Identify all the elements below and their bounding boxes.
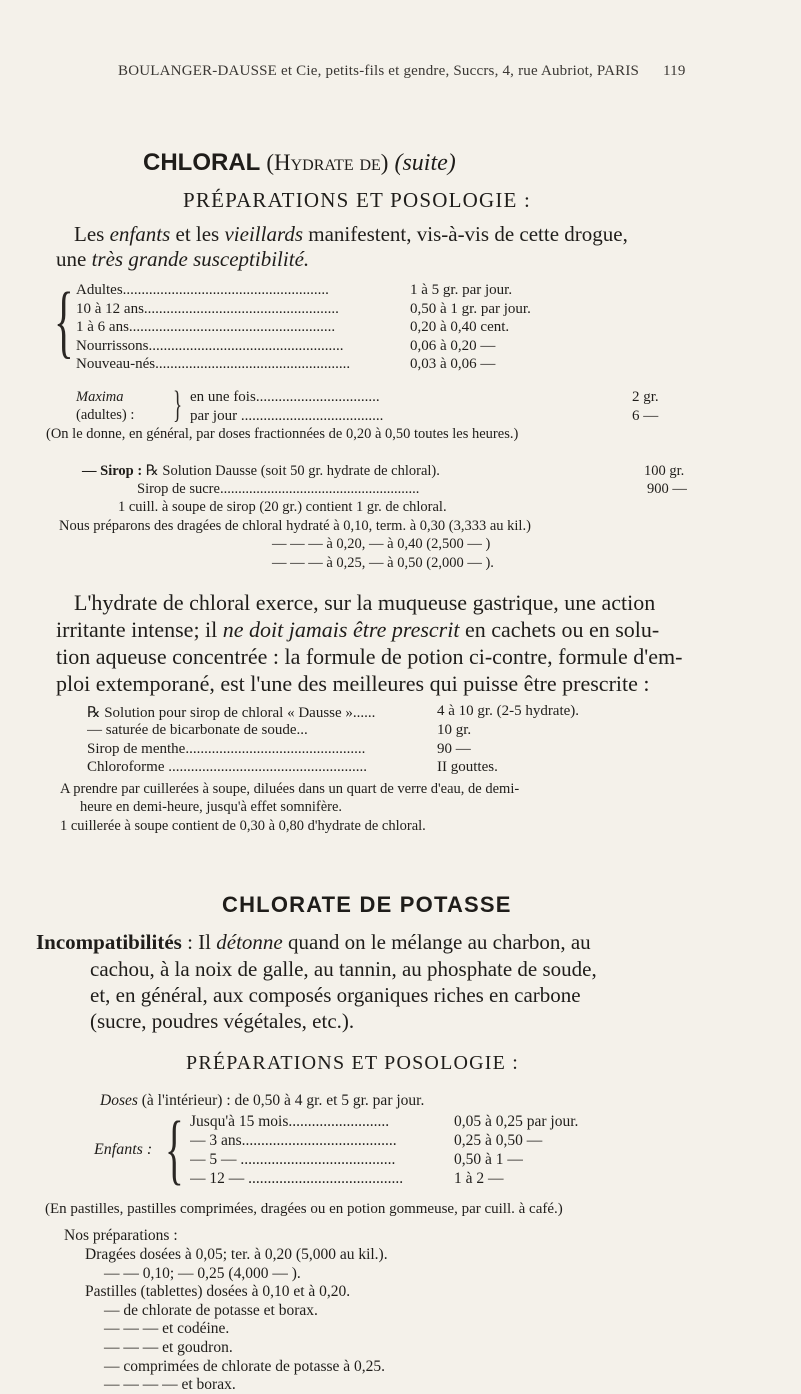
para-line2: irritante intense; il ne doit jamais être prescrit en cachets ou en solu-: [56, 617, 660, 642]
sirop-line2-value: 900 —: [647, 481, 687, 497]
chloral-section-heading: PRÉPARATIONS ET POSOLOGIE :: [183, 188, 532, 212]
chlorate-section-heading: PRÉPARATIONS ET POSOLOGIE :: [186, 1052, 520, 1074]
prep-line: Dragées dosées à 0,05; ter. à 0,20 (5,000 au kil.).: [85, 1246, 388, 1263]
dosage-row-value: 0,50 à 1 gr. par jour.: [410, 300, 531, 317]
formula-note3: 1 cuillerée à soupe contient de 0,30 à 0,80 d'hydrate de chloral.: [60, 818, 426, 834]
prep-line: — — — et codéine.: [104, 1320, 230, 1338]
enfants-brace: {: [165, 1105, 184, 1192]
chloral-title-main: CHLORAL: [143, 149, 261, 176]
incompat-line3: et, en général, aux composés organiques riches en carbone: [90, 983, 581, 1007]
formula-row-label: Sirop de menthe................................................: [87, 740, 366, 757]
prep-line: — comprimées de chlorate de potasse à 0,25.: [104, 1357, 386, 1375]
chloral-title: [143, 149, 456, 177]
enfants-row-value: 1 à 2 —: [454, 1170, 504, 1187]
maxima-row-label: en une fois.................................: [190, 389, 380, 405]
prep-line: — — — — et borax.: [104, 1376, 236, 1394]
pastilles-note: (En pastilles, pastilles comprimées, dragées ou en potion gommeuse, par cuill. à café.): [45, 1201, 563, 1217]
maxima-row-value: 2 gr.: [632, 389, 659, 405]
chloral-intro-line1: Les enfants et les vieillards manifestent, vis-à-vis de cette drogue,: [74, 222, 628, 246]
chloral-title-rest: (Hydrate de): [266, 150, 389, 175]
dosage-brace: {: [54, 275, 74, 366]
formula-row-value: 10 gr.: [437, 721, 472, 738]
enfants-row-label: — 5 — ........................................: [190, 1151, 396, 1168]
formula-row-label: ℞ Solution pour sirop de chloral « Dausse »......: [87, 705, 376, 721]
incompat-line1: Incompatibilités : Il détonne quand on le mélange au charbon, au: [36, 930, 591, 954]
sirop-line3: 1 cuill. à soupe de sirop (20 gr.) contient 1 gr. de chloral.: [118, 499, 447, 515]
enfants-row-label: — 3 ans........................................: [190, 1132, 397, 1149]
formula-row-value: II gouttes.: [437, 759, 498, 776]
maxima-sub: (adultes) :: [76, 407, 135, 423]
chloral-title-suite: (suite): [394, 150, 456, 176]
chloral-intro-line2: une très grande susceptibilité.: [56, 247, 310, 271]
chloral-note: (On le donne, en général, par doses fractionnées de 0,20 à 0,50 toutes les heures.): [46, 426, 519, 442]
prep-line: — — — et goudron.: [104, 1339, 233, 1356]
maxima-brace: }: [173, 384, 183, 426]
prep-line: — — 0,10; — 0,25 (4,000 — ).: [104, 1264, 301, 1282]
dosage-row-label: Adultes.......................................................: [76, 282, 329, 298]
dosage-row-value: 0,03 à 0,06 —: [410, 356, 496, 373]
formula-note2: heure en demi-heure, jusqu'à effet somnifère.: [80, 799, 343, 815]
enfants-row-label: Jusqu'à 15 mois..........................: [190, 1113, 390, 1130]
page-number: 119: [663, 63, 686, 79]
prep-line: Pastilles (tablettes) dosées à 0,10 et à 0,20.: [85, 1283, 351, 1301]
dragees-line3: — — — à 0,25, — à 0,50 (2,000 — ).: [272, 555, 494, 571]
sirop-line1: — Sirop : ℞ Solution Dausse (soit 50 gr. hydrate de chloral).: [82, 463, 440, 479]
running-head: BOULANGER-DAUSSE et Cie, petits-fils et gendre, Succrs, 4, rue Aubriot, PARIS: [118, 63, 640, 79]
incompat-line4: (sucre, poudres végétales, etc.).: [90, 1009, 355, 1033]
enfants-row-label: — 12 — ........................................: [190, 1170, 404, 1187]
formula-row-value: 4 à 10 gr. (2-5 hydrate).: [437, 703, 580, 719]
sirop-line1-value: 100 gr.: [644, 463, 685, 479]
chlorate-title: CHLORATE DE POTASSE: [222, 892, 512, 917]
dosage-row-value: 0,06 à 0,20 —: [410, 337, 496, 354]
dosage-row-value: 1 à 5 gr. par jour.: [410, 282, 513, 298]
para-line3: tion aqueuse concentrée : la formule de potion ci-contre, formule d'em-: [56, 644, 683, 669]
dosage-row-label: Nouveau-nés....................................................: [76, 356, 351, 373]
enfants-row-value: 0,50 à 1 —: [454, 1151, 523, 1168]
para-line1: L'hydrate de chloral exerce, sur la muqueuse gastrique, une action: [74, 590, 656, 615]
enfants-row-value: 0,05 à 0,25 par jour.: [454, 1113, 579, 1130]
dosage-row-value: 0,20 à 0,40 cent.: [410, 319, 510, 336]
doses-line: Doses (à l'intérieur) : de 0,50 à 4 gr. et 5 gr. par jour.: [100, 1092, 425, 1109]
formula-row-label: Chloroforme .....................................................: [87, 759, 367, 776]
maxima-label: Maxima: [76, 389, 124, 405]
nos-preparations: Nos préparations :: [64, 1227, 178, 1244]
maxima-row-label: par jour ......................................: [190, 407, 384, 424]
incompat-line2: cachou, à la noix de galle, au tannin, au phosphate de soude,: [90, 957, 597, 981]
formula-row-value: 90 —: [437, 740, 471, 757]
sirop-line2: Sirop de sucre.......................................................: [137, 481, 420, 497]
enfants-label: Enfants :: [94, 1141, 153, 1158]
dosage-row-label: 10 à 12 ans....................................................: [76, 300, 339, 317]
dosage-row-label: Nourrissons....................................................: [76, 337, 344, 354]
enfants-row-value: 0,25 à 0,50 —: [454, 1132, 543, 1149]
formula-note1: A prendre par cuillerées à soupe, diluées dans un quart de verre d'eau, de demi-: [60, 781, 520, 797]
dragees-line1: Nous préparons des dragées de chloral hydraté à 0,10, term. à 0,30 (3,333 au kil.): [59, 518, 531, 534]
maxima-row-value: 6 —: [632, 407, 659, 424]
formula-row-label: — saturée de bicarbonate de soude...: [87, 721, 308, 738]
prep-line: — de chlorate de potasse et borax.: [104, 1301, 318, 1319]
para-line4: ploi extemporané, est l'une des meilleures qui puisse être prescrite :: [56, 671, 650, 696]
dosage-row-label: 1 à 6 ans.......................................................: [76, 319, 336, 336]
dragees-line2: — — — à 0,20, — à 0,40 (2,500 — ): [272, 536, 491, 552]
